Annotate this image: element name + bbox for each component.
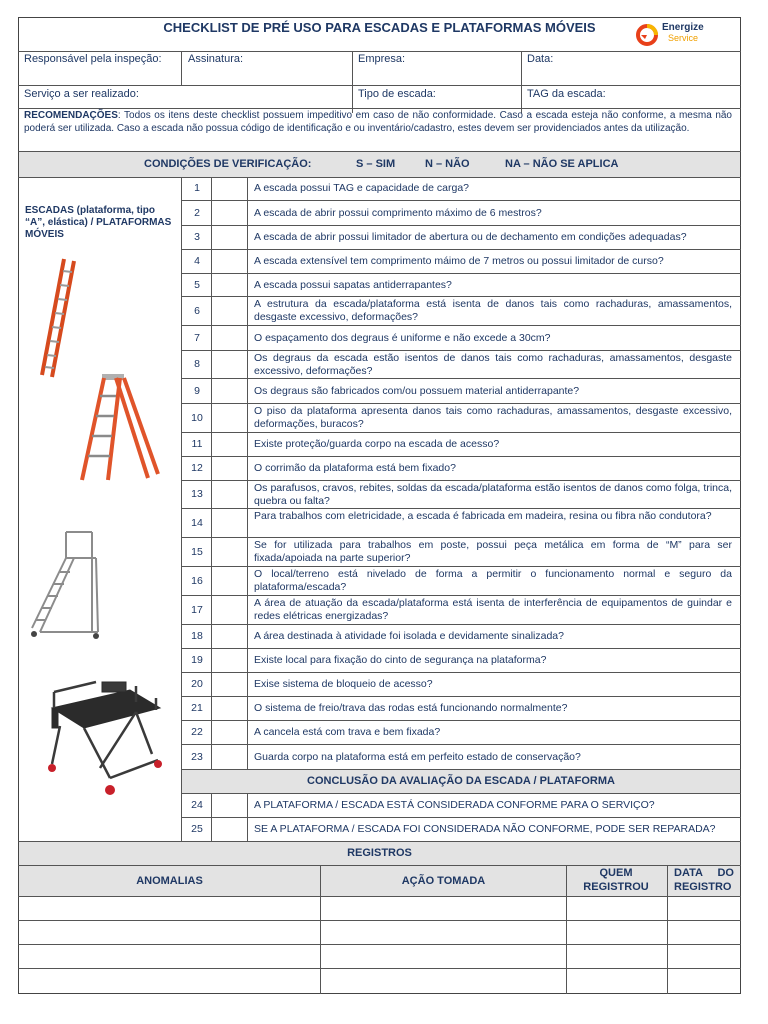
- registros-title: REGISTROS: [347, 847, 412, 859]
- item-text: A escada de abrir possui comprimento máximo de 6 mestros?: [254, 207, 542, 219]
- registro-row[interactable]: [19, 921, 740, 944]
- rolling-platform-ladder-icon: [22, 528, 104, 640]
- extension-ladder-icon: [36, 255, 80, 380]
- conclusion-title: CONCLUSÃO DA AVALIAÇÃO DA ESCADA / PLATAFORMA: [307, 775, 615, 787]
- answer-cell[interactable]: [212, 673, 247, 696]
- answer-cell[interactable]: [212, 250, 247, 273]
- answer-cell[interactable]: [212, 818, 247, 841]
- item-text: A estrutura da escada/plataforma está isenta de danos tais como rachaduras, amassamentos, desgaste excessivo, deformações?: [254, 298, 732, 323]
- registro-row[interactable]: [19, 945, 740, 968]
- answer-cell[interactable]: [212, 649, 247, 672]
- recommendations-label: RECOMENDAÇÕES: [24, 110, 118, 121]
- item-text: A cancela está com trava e bem fixada?: [254, 726, 441, 738]
- item-text: A área de atuação da escada/plataforma está isenta de interferência de equipamentos de guindar e redes elétricas energizadas?: [254, 597, 732, 622]
- field-empresa[interactable]: Empresa:: [358, 53, 406, 65]
- answer-cell[interactable]: [212, 794, 247, 817]
- answer-cell[interactable]: [212, 351, 247, 378]
- field-servico[interactable]: Serviço a ser realizado:: [24, 88, 139, 100]
- answer-cell[interactable]: [212, 538, 247, 566]
- registro-row[interactable]: [19, 969, 740, 993]
- item-number: 19: [191, 654, 203, 666]
- conclusion-number: 24: [191, 799, 203, 811]
- field-data[interactable]: Data:: [527, 53, 554, 65]
- item-number: 20: [191, 678, 203, 690]
- logo-subtitle: Service: [668, 33, 699, 43]
- item-number: 23: [191, 751, 203, 763]
- item-number: 2: [194, 207, 200, 219]
- item-text: Guarda corpo na plataforma está em perfeito estado de conservação?: [254, 751, 581, 763]
- col-anomalias: ANOMALIAS: [136, 875, 203, 887]
- item-text: O corrimão da plataforma está bem fixado?: [254, 462, 456, 474]
- side-label: ESCADAS (plataforma, tipo “A”, elástica) / PLATAFORMAS MÓVEIS: [25, 205, 172, 240]
- item-number: 14: [191, 517, 203, 529]
- answer-cell[interactable]: [212, 297, 247, 325]
- answer-cell[interactable]: [212, 201, 247, 225]
- registro-row[interactable]: [19, 897, 740, 920]
- condition-sim: S – SIM: [356, 158, 396, 170]
- item-text: A área destinada à atividade foi isolada e devidamente sinalizada?: [254, 630, 564, 642]
- item-text: Existe proteção/guarda corpo na escada de acesso?: [254, 438, 500, 450]
- item-number: 15: [191, 546, 203, 558]
- recommendations-text: : Todos os itens deste checklist possuem impeditivo em caso de não conformidade. Caso a escada esteja não conforme, a mesma não poderá ser utilizada. Caso a escada não possua código de identificação e ou inventário/cadastro, estes devem ser providenciados antes da utilização.: [24, 110, 732, 134]
- field-tipo-escada[interactable]: Tipo de escada:: [358, 88, 436, 100]
- page-title: CHECKLIST DE PRÉ USO PARA ESCADAS E PLATAFORMAS MÓVEIS: [163, 20, 596, 35]
- item-number: 11: [191, 438, 203, 450]
- item-text: A escada possui sapatas antiderrapantes?: [254, 279, 452, 291]
- item-number: 5: [194, 279, 200, 291]
- col-quem-registrou: QUEM REGISTROU: [583, 867, 649, 893]
- item-text: Existe local para fixação do cinto de segurança na plataforma?: [254, 654, 547, 666]
- field-tag-escada[interactable]: TAG da escada:: [527, 88, 606, 100]
- item-number: 21: [191, 702, 203, 714]
- item-text: O local/terreno está nivelado de forma a permitir o funcionamento normal e seguro da plataforma/escada?: [254, 568, 732, 593]
- answer-cell[interactable]: [212, 326, 247, 350]
- item-number: 22: [191, 726, 203, 738]
- answer-cell[interactable]: [212, 433, 247, 456]
- field-assinatura[interactable]: Assinatura:: [188, 53, 244, 65]
- answer-cell[interactable]: [212, 697, 247, 720]
- logo-icon: [636, 24, 658, 46]
- item-number: 18: [191, 630, 203, 642]
- answer-cell[interactable]: [212, 721, 247, 744]
- answer-cell[interactable]: [212, 404, 247, 432]
- recommendations: [24, 110, 732, 135]
- item-number: 17: [191, 604, 203, 616]
- mobile-platform-icon: [40, 678, 166, 800]
- item-text: Para trabalhos com eletricidade, a escada é fabricada em madeira, resina ou fibra não condutora?: [254, 510, 712, 522]
- item-number: 16: [191, 575, 203, 587]
- answer-cell[interactable]: [212, 567, 247, 595]
- item-number: 1: [194, 182, 200, 194]
- item-number: 7: [194, 332, 200, 344]
- answer-cell[interactable]: [212, 274, 247, 296]
- item-text: O espaçamento dos degraus é uniforme e não excede a 30cm?: [254, 332, 551, 344]
- item-number: 6: [194, 305, 200, 317]
- answer-cell[interactable]: [212, 625, 247, 648]
- answer-cell[interactable]: [212, 226, 247, 249]
- conclusion-text: A PLATAFORMA / ESCADA ESTÁ CONSIDERADA CONFORME PARA O SERVIÇO?: [254, 799, 655, 811]
- company-logo: [636, 22, 736, 48]
- item-text: Os parafusos, cravos, rebites, soldas da escada/plataforma estão isentos de danos como folga, trinca, quebra ou falta?: [254, 482, 732, 507]
- conclusion-text: SE A PLATAFORMA / ESCADA FOI CONSIDERADA NÃO CONFORME, PODE SER REPARADA?: [254, 823, 716, 835]
- item-text: A escada extensível tem comprimento máimo de 7 metros ou possui limitador de curso?: [254, 255, 664, 267]
- field-responsavel[interactable]: Responsável pela inspeção:: [24, 53, 162, 65]
- item-text: Se for utilizada para trabalhos em poste, possui peça metálica em forma de “M” para ser fixada/apoiada na parte superior?: [254, 539, 732, 564]
- answer-cell[interactable]: [212, 457, 247, 480]
- conclusion-number: 25: [191, 823, 203, 835]
- item-number: 9: [194, 385, 200, 397]
- answer-cell[interactable]: [212, 481, 247, 508]
- step-ladder-icon: [76, 372, 162, 484]
- item-number: 10: [191, 412, 203, 424]
- answer-cell[interactable]: [212, 178, 247, 200]
- item-number: 12: [191, 462, 203, 474]
- item-text: Exise sistema de bloqueio de acesso?: [254, 678, 433, 690]
- item-number: 4: [194, 255, 200, 267]
- item-text: O piso da plataforma apresenta danos tais como rachaduras, amassamentos, desgaste excessivo, deformações, buracos?: [254, 405, 732, 430]
- item-text: Os degraus da escada estão isentos de danos tais como rachaduras, amassamentos, desgaste excessivo, deformações?: [254, 352, 732, 377]
- item-text: Os degraus são fabricados com/ou possuem material antiderrapante?: [254, 385, 580, 397]
- condition-na: NA – NÃO SE APLICA: [505, 158, 619, 170]
- item-number: 8: [194, 358, 200, 370]
- logo-name: Energize: [662, 22, 704, 33]
- item-text: A escada possui TAG e capacidade de carga?: [254, 182, 470, 194]
- answer-cell[interactable]: [212, 509, 247, 537]
- item-number: 13: [191, 488, 203, 500]
- answer-cell[interactable]: [212, 745, 247, 769]
- conditions-label: CONDIÇÕES DE VERIFICAÇÃO:: [144, 158, 312, 170]
- answer-cell[interactable]: [212, 596, 247, 624]
- item-text: O sistema de freio/trava das rodas está funcionando normalmente?: [254, 702, 568, 714]
- item-text: A escada de abrir possui limitador de abertura ou de dechamento em condições adequadas?: [254, 231, 687, 243]
- item-number: 3: [194, 231, 200, 243]
- col-acao-tomada: AÇÃO TOMADA: [401, 875, 486, 887]
- col-data-registro: DATA DO REGISTRO: [674, 867, 734, 893]
- condition-nao: N – NÃO: [425, 158, 470, 170]
- answer-cell[interactable]: [212, 379, 247, 403]
